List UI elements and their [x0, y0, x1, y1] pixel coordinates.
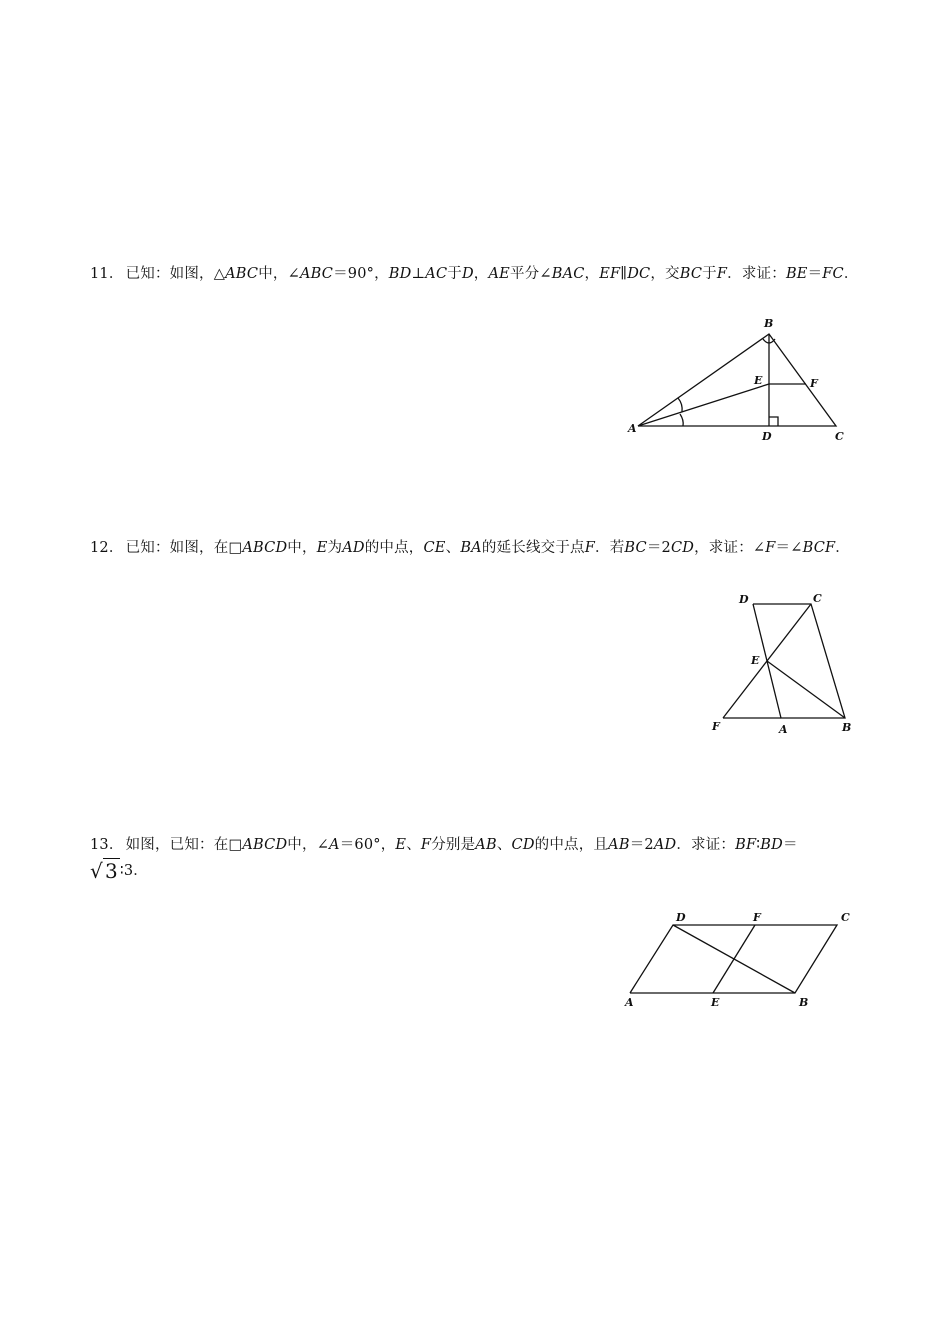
math: AE — [488, 266, 510, 282]
math: AD — [653, 837, 677, 853]
text: ＝ — [782, 837, 798, 853]
text: ＝ — [807, 266, 823, 282]
text: 、 — [496, 837, 512, 853]
problem-11-text — [90, 261, 860, 287]
label-d: D — [739, 593, 749, 606]
math: BAC — [551, 266, 585, 282]
segment-ef — [713, 925, 755, 993]
label-d: D — [762, 430, 772, 443]
text: ． — [835, 540, 850, 556]
segment-ae — [638, 384, 769, 426]
text: ．若 — [595, 540, 625, 556]
problem-number: 12． — [90, 540, 124, 556]
text: 于 — [702, 266, 717, 282]
sqrt-sign: √ — [90, 859, 103, 883]
text: ∥ — [620, 266, 628, 282]
label-a: A — [779, 723, 788, 736]
text: 的延长线交于点 — [481, 540, 585, 556]
text: 为 — [327, 540, 343, 556]
text: 分别是 — [431, 837, 476, 853]
math: F — [716, 266, 728, 282]
label-e: E — [711, 996, 720, 1009]
problem-13-text — [90, 832, 860, 884]
label-b: B — [842, 721, 852, 734]
math: ABCD — [242, 540, 288, 556]
text: ， — [473, 266, 489, 282]
text: 中，∠ — [287, 837, 330, 853]
angle-mark-a2 — [680, 414, 683, 426]
text: 的中点， — [364, 540, 424, 556]
label-d: D — [676, 911, 686, 924]
text: 已知：如图，在□ — [125, 540, 243, 556]
problem-number: 11． — [90, 266, 124, 282]
math: DC — [627, 266, 651, 282]
math: F — [765, 540, 776, 556]
math: E — [395, 837, 407, 853]
label-a: A — [625, 996, 634, 1009]
label-c: C — [835, 430, 844, 443]
label-c: C — [841, 911, 850, 924]
math: BC — [624, 540, 647, 556]
text: ＝90°， — [333, 266, 389, 282]
text: ．求证： — [727, 266, 786, 282]
right-angle-mark-d — [769, 417, 778, 426]
math: AD — [342, 540, 365, 556]
math: CE — [423, 540, 446, 556]
math: A — [329, 837, 340, 853]
triangle-abc — [638, 334, 836, 426]
label-b: B — [764, 317, 774, 330]
text: 、 — [406, 837, 421, 853]
text: ＝∠ — [775, 540, 803, 556]
label-e: E — [754, 374, 763, 387]
math: EF — [599, 266, 621, 282]
problem-12-text — [90, 535, 860, 561]
text: ⊥ — [411, 266, 426, 282]
math: CD — [511, 837, 535, 853]
math: E — [316, 540, 328, 556]
problem-number: 13． — [90, 837, 124, 853]
math: BD — [760, 837, 783, 853]
math: F — [584, 540, 596, 556]
text: ，交 — [650, 266, 680, 282]
math: BD — [388, 266, 412, 282]
text: 中， — [287, 540, 317, 556]
problem-12-figure — [705, 588, 870, 738]
text: ．求证： — [676, 837, 736, 853]
math: BF — [735, 837, 757, 853]
math: D — [461, 266, 474, 282]
math: CD — [670, 540, 695, 556]
text: ＝2 — [646, 540, 671, 556]
text: ＝60°， — [339, 837, 396, 853]
label-f: F — [753, 911, 761, 924]
math: ABC — [299, 266, 334, 282]
math: ABC — [225, 266, 259, 282]
text: ∶3． — [119, 863, 148, 879]
text: 于 — [447, 266, 462, 282]
text: 的中点，且 — [534, 837, 609, 853]
label-e: E — [751, 654, 760, 667]
math: AC — [425, 266, 448, 282]
math: BCF — [802, 540, 836, 556]
text: ． — [843, 266, 859, 282]
math: AB — [475, 837, 497, 853]
text: 如图，已知：在□ — [125, 837, 243, 853]
label-a: A — [628, 422, 637, 435]
label-f: F — [810, 377, 818, 390]
sqrt-three — [90, 858, 120, 884]
problem-13-figure — [615, 905, 860, 1015]
label-c: C — [813, 592, 822, 605]
math: AB — [608, 837, 630, 853]
math: BC — [679, 266, 703, 282]
math: F — [420, 837, 432, 853]
math: ABCD — [242, 837, 288, 853]
angle-mark-a1 — [678, 398, 682, 412]
problem-11-figure — [620, 312, 860, 447]
text: ＝2 — [629, 837, 654, 853]
text: ，求证：∠ — [694, 540, 766, 556]
text: ∶ — [756, 837, 761, 853]
text: 、 — [445, 540, 461, 556]
label-b: B — [799, 996, 809, 1009]
label-f: F — [712, 720, 720, 733]
text: 平分∠ — [509, 266, 552, 282]
sqrt-radicand: 3 — [104, 859, 118, 883]
math: FC — [822, 266, 844, 282]
math: BE — [785, 266, 808, 282]
math: BA — [460, 540, 482, 556]
text: ， — [584, 266, 600, 282]
text: 中，∠ — [258, 266, 300, 282]
text: 已知：如图，△ — [125, 266, 226, 282]
